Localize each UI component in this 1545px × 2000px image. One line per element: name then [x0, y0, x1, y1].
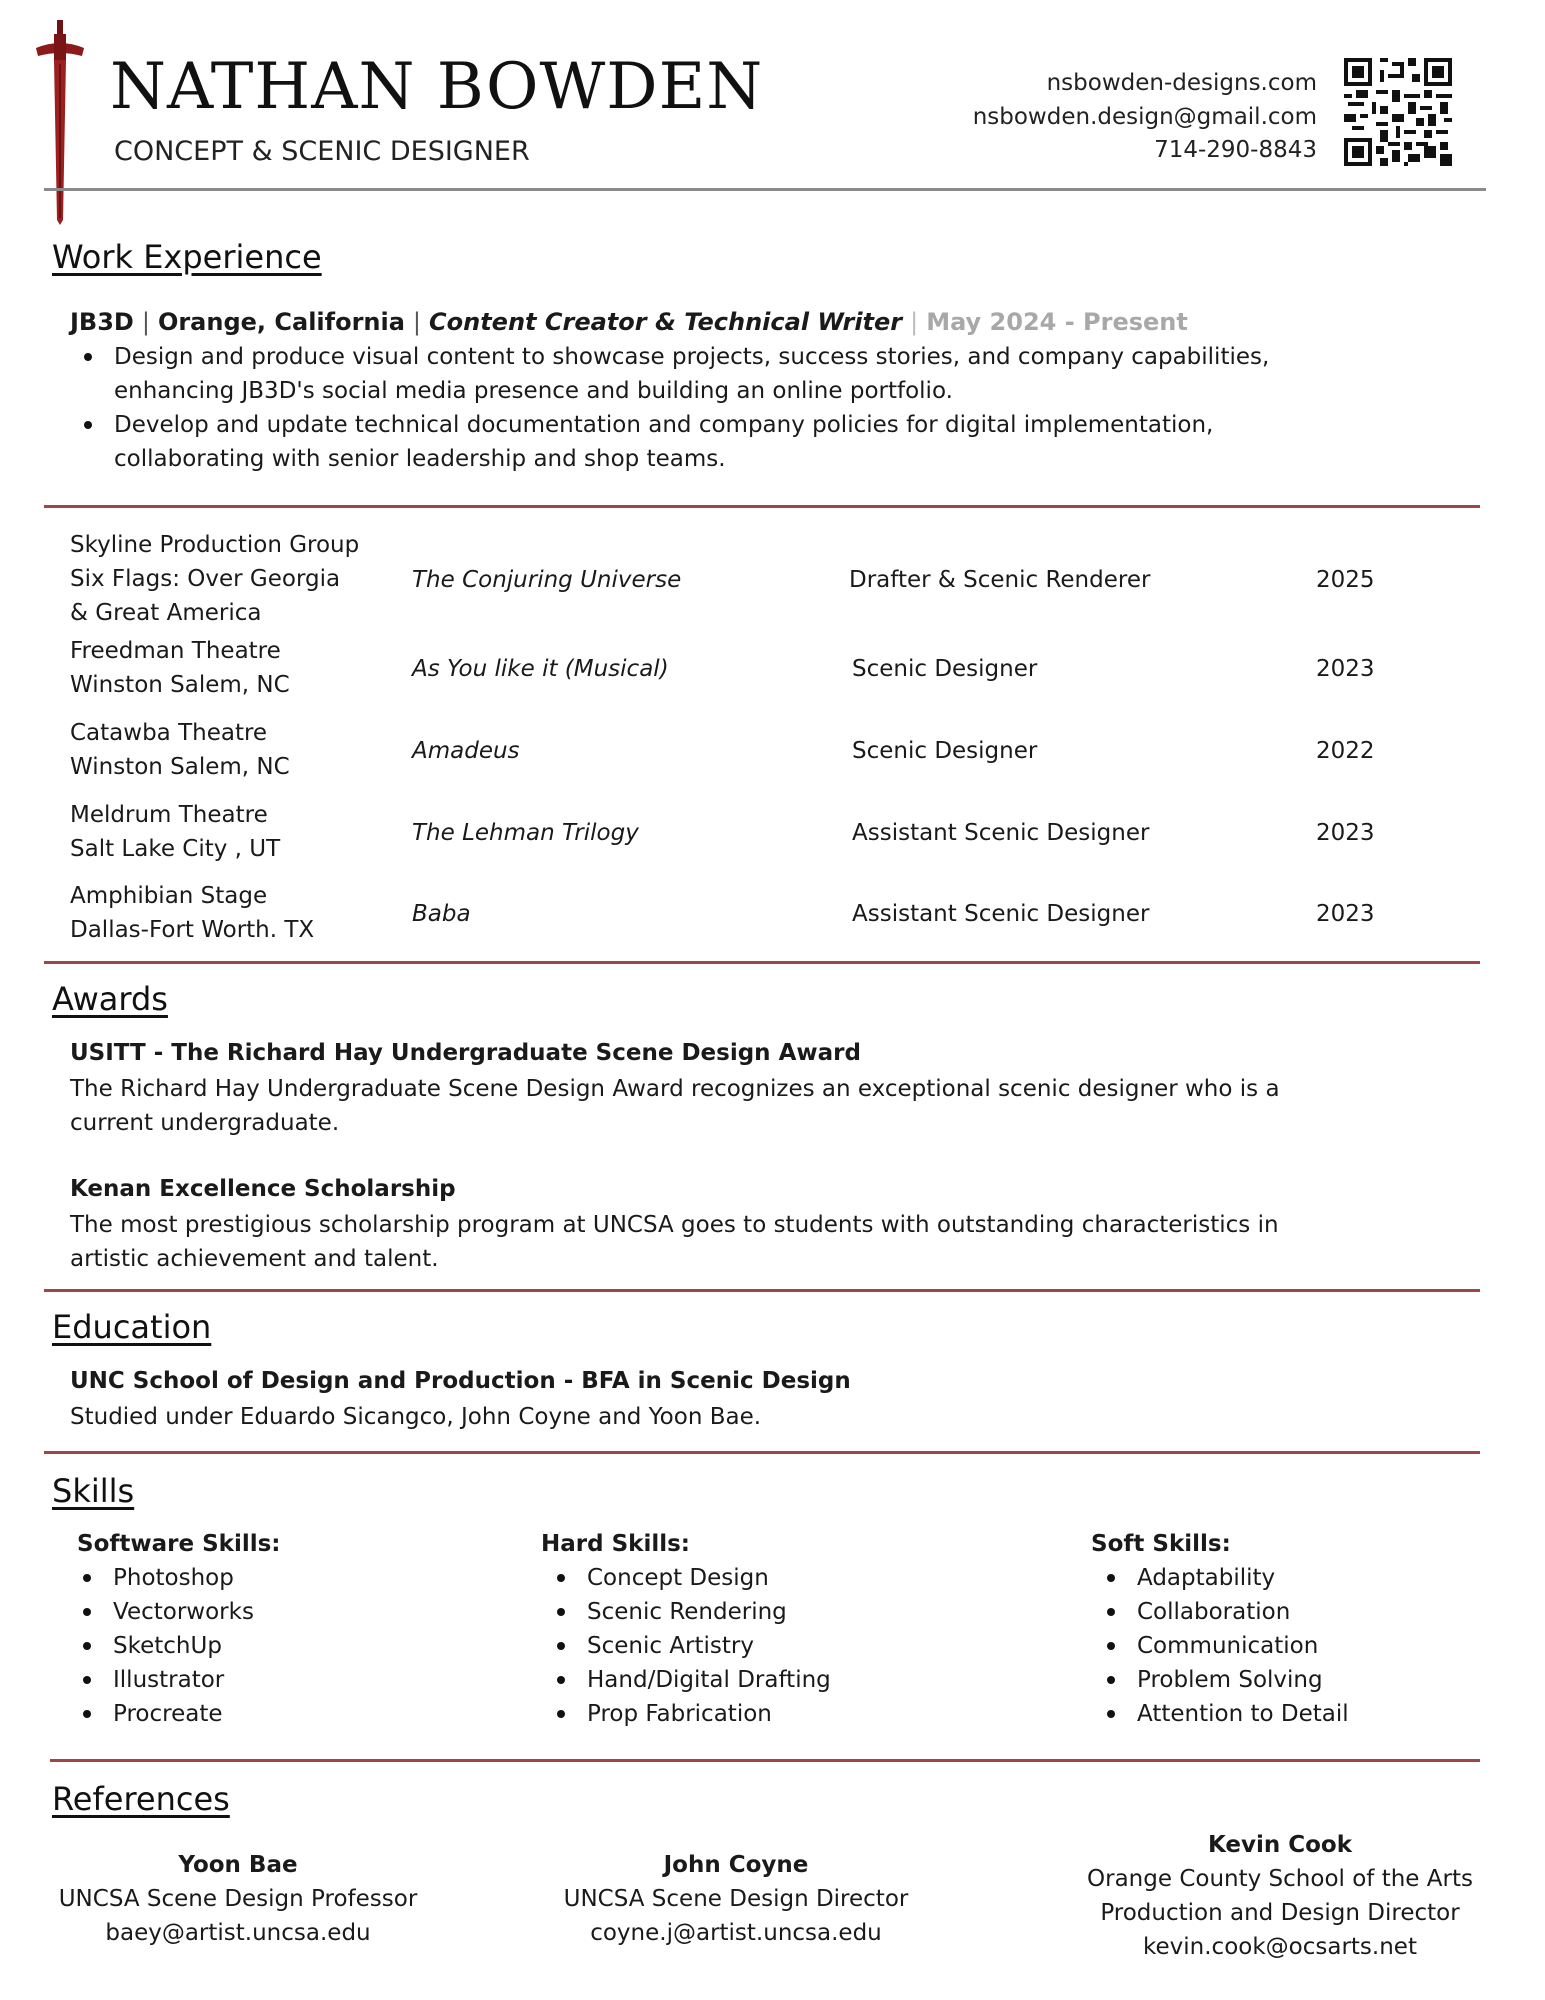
- production-location: Six Flags: Over Georgia & Great America: [70, 566, 341, 626]
- production-show: As You like it (Musical): [412, 656, 669, 682]
- job-dates: May 2024 - Present: [926, 308, 1188, 336]
- production-location: Salt Lake City , UT: [70, 836, 281, 862]
- job-bullets: [70, 340, 1290, 476]
- email-link[interactable]: nsbowden.design@gmail.com: [972, 104, 1317, 130]
- table-row: [70, 879, 370, 947]
- production-year: 2023: [1316, 656, 1375, 682]
- production-location: Dallas-Fort Worth. TX: [70, 917, 315, 943]
- education-heading: Education: [52, 1308, 212, 1346]
- production-year: 2025: [1316, 567, 1375, 593]
- list-item: Concept Design: [543, 1561, 831, 1595]
- list-item: Hand/Digital Drafting: [543, 1663, 831, 1697]
- list-item: Photoshop: [69, 1561, 281, 1595]
- skills-column-title: Software Skills:: [77, 1531, 281, 1557]
- award-title: USITT - The Richard Hay Undergraduate Scene Design Award: [70, 1040, 861, 1066]
- production-year: 2023: [1316, 901, 1375, 927]
- list-item: Collaboration: [1093, 1595, 1349, 1629]
- reference-card: [54, 1848, 422, 1950]
- table-row: [70, 528, 370, 630]
- applicant-name: NATHAN BOWDEN: [110, 50, 764, 124]
- skills-column-title: Hard Skills:: [541, 1531, 690, 1557]
- award-description: The most prestigious scholarship program at UNCSA goes to students with outstanding characteristics in artistic achievement and talent.: [70, 1212, 1279, 1272]
- degree-title: UNC School of Design and Production - BFA in Scenic Design: [70, 1368, 851, 1394]
- production-location: Winston Salem, NC: [70, 754, 290, 780]
- references-heading: References: [52, 1780, 230, 1818]
- work-experience-heading: Work Experience: [52, 238, 322, 276]
- soft-skills: [1091, 1527, 1349, 1731]
- job-title: CONCEPT & SCENIC DESIGNER: [114, 136, 530, 167]
- list-item: Adaptability: [1093, 1561, 1349, 1595]
- list-item: SketchUp: [69, 1629, 281, 1663]
- production-show: The Lehman Trilogy: [412, 820, 639, 846]
- job-company: JB3D: [70, 308, 134, 336]
- production-show: Baba: [412, 901, 471, 927]
- list-item: Prop Fabrication: [543, 1697, 831, 1731]
- production-venue: Catawba Theatre: [70, 720, 268, 746]
- skills-heading: Skills: [52, 1472, 135, 1510]
- reference-email[interactable]: coyne.j@artist.uncsa.edu: [590, 1920, 882, 1946]
- award-title: Kenan Excellence Scholarship: [70, 1176, 456, 1202]
- list-item: Procreate: [69, 1697, 281, 1731]
- list-item: Scenic Artistry: [543, 1629, 831, 1663]
- reference-role: UNCSA Scene Design Professor: [58, 1886, 418, 1912]
- software-skills: [77, 1527, 281, 1731]
- production-venue: Amphibian Stage: [70, 883, 268, 909]
- reference-name: John Coyne: [663, 1852, 809, 1878]
- table-row: [70, 634, 370, 702]
- production-position: Assistant Scenic Designer: [852, 901, 1150, 927]
- website-link[interactable]: nsbowden-designs.com: [1046, 70, 1317, 96]
- education-detail: Studied under Eduardo Sicangco, John Coyne and Yoon Bae.: [70, 1404, 762, 1430]
- production-venue: Freedman Theatre: [70, 638, 281, 664]
- reference-role: Orange County School of the Arts: [1087, 1866, 1473, 1892]
- awards-heading: Awards: [52, 980, 168, 1018]
- table-row: [70, 798, 370, 866]
- list-item: Communication: [1093, 1629, 1349, 1663]
- production-year: 2022: [1316, 738, 1375, 764]
- phone-number: 714-290-8843: [1154, 137, 1317, 163]
- production-show: Amadeus: [412, 738, 520, 764]
- list-item: Problem Solving: [1093, 1663, 1349, 1697]
- skills-column-title: Soft Skills:: [1091, 1531, 1231, 1557]
- reference-name: Kevin Cook: [1207, 1832, 1353, 1858]
- list-item: Scenic Rendering: [543, 1595, 831, 1629]
- table-row: [70, 716, 370, 784]
- reference-card: [1070, 1828, 1490, 1964]
- header-divider: [44, 188, 1486, 191]
- job-location: Orange, California: [157, 308, 405, 336]
- production-show: The Conjuring Universe: [412, 567, 682, 593]
- production-year: 2023: [1316, 820, 1375, 846]
- production-venue: Skyline Production Group: [70, 532, 360, 558]
- reference-role-line2: Production and Design Director: [1100, 1900, 1460, 1926]
- section-divider: [44, 961, 1480, 964]
- list-item: Vectorworks: [69, 1595, 281, 1629]
- qr-code-icon[interactable]: [1344, 58, 1452, 166]
- job-role: Content Creator & Technical Writer: [429, 308, 903, 336]
- section-divider: [44, 1451, 1480, 1454]
- sword-icon: [30, 20, 90, 225]
- job-header: JB3D | Orange, California | Content Creator & Technical Writer | May 2024 - Present: [70, 308, 1188, 336]
- production-location: Winston Salem, NC: [70, 672, 290, 698]
- reference-role: UNCSA Scene Design Director: [563, 1886, 909, 1912]
- reference-email[interactable]: kevin.cook@ocsarts.net: [1143, 1934, 1417, 1960]
- reference-email[interactable]: baey@artist.uncsa.edu: [105, 1920, 371, 1946]
- list-item: Develop and update technical documentation and company policies for digital implementation, collaborating with senior leadership and shop teams.: [70, 408, 1290, 476]
- production-position: Scenic Designer: [852, 738, 1038, 764]
- list-item: Design and produce visual content to showcase projects, success stories, and company capabilities, enhancing JB3D's social media presence and building an online portfolio.: [70, 340, 1290, 408]
- reference-card: [546, 1848, 926, 1950]
- production-venue: Meldrum Theatre: [70, 802, 268, 828]
- production-position: Assistant Scenic Designer: [852, 820, 1150, 846]
- section-divider: [50, 1759, 1480, 1762]
- production-position: Scenic Designer: [852, 656, 1038, 682]
- list-item: Illustrator: [69, 1663, 281, 1697]
- list-item: Attention to Detail: [1093, 1697, 1349, 1731]
- hard-skills: [541, 1527, 831, 1731]
- award-description: The Richard Hay Undergraduate Scene Design Award recognizes an exceptional scenic designer who is a current undergraduate.: [70, 1076, 1280, 1136]
- section-divider: [44, 505, 1480, 508]
- production-position: Drafter & Scenic Renderer: [849, 567, 1151, 593]
- reference-name: Yoon Bae: [178, 1852, 298, 1878]
- section-divider: [44, 1289, 1480, 1292]
